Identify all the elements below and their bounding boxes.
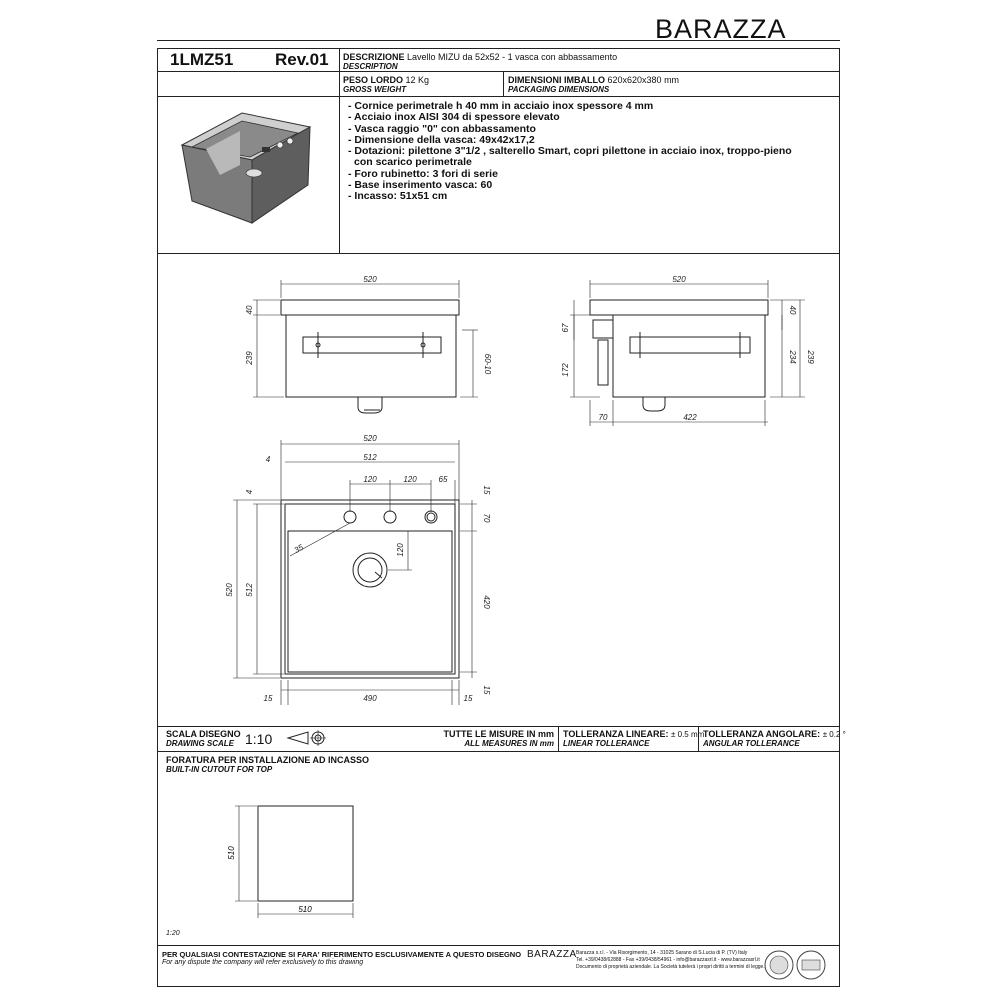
- dim-label: 512: [245, 583, 254, 597]
- product-image: [170, 105, 320, 230]
- side-view: [570, 280, 805, 426]
- cutout-width: 510: [298, 905, 312, 914]
- dim-label: 120: [363, 475, 377, 484]
- dim-label: 239: [806, 350, 815, 364]
- dim-label: 35: [292, 542, 305, 555]
- dim-label: 520: [363, 434, 377, 443]
- scale-label: SCALA DISEGNO: [166, 729, 241, 739]
- dim-label: 422: [683, 413, 697, 422]
- dim-label: 40: [245, 305, 254, 315]
- company-line: Tel. +39/0438/62888 - Fax +39/0438/54961 - info@barazzasrl.it - www.barazzasrl.it: [576, 957, 760, 963]
- dim-label: 490: [363, 694, 377, 703]
- packaging-label: DIMENSIONI IMBALLO: [508, 75, 605, 85]
- column-line: [503, 72, 504, 96]
- dim-label: 520: [672, 275, 686, 284]
- row-line: [157, 96, 840, 97]
- spec-item: - Vasca raggio "0" con abbassamento: [348, 122, 536, 135]
- dim-label: 512: [363, 453, 377, 462]
- linear-tolerance-value: ± 0.5 mm: [671, 730, 705, 739]
- angular-tolerance-label: TOLLERANZA ANGOLARE:: [703, 729, 821, 739]
- spec-item: - Cornice perimetrale h 40 mm in acciaio inox spessore 4 mm: [348, 100, 654, 112]
- dim-label: 70: [482, 513, 491, 523]
- dim-label: 40: [788, 305, 797, 315]
- linear-tolerance-label: TOLLERANZA LINEARE:: [563, 729, 669, 739]
- column-line: [558, 726, 559, 751]
- dim-label: 4: [265, 455, 271, 464]
- row-line: [157, 751, 840, 752]
- company-line: Barazza s.r.l. - Via Risorgimento, 14 - 31025 Sarano di S.Lucia di P. (TV) Italy: [576, 950, 748, 956]
- scale-label-en: DRAWING SCALE: [166, 739, 234, 748]
- header-divider: [157, 40, 840, 41]
- front-view: [253, 280, 478, 413]
- spec-item: - Acciaio inox AISI 304 di spessore elevato: [348, 111, 560, 124]
- cutout-drawing: [225, 795, 365, 920]
- notice: PER QUALSIASI CONTESTAZIONE SI FARA' RIFERIMENTO ESCLUSIVAMENTE A QUESTO DISEGNO: [162, 950, 522, 959]
- spec-item: - Foro rubinetto: 3 fori di serie: [348, 167, 498, 180]
- packaging-value: 620x620x380 mm: [607, 75, 680, 85]
- certification-badges: [762, 948, 834, 982]
- product-code: 1LMZ51: [170, 50, 234, 69]
- cutout-scale: 1:20: [166, 930, 180, 937]
- dim-label: 120: [396, 543, 405, 557]
- dim-label: 520: [225, 583, 234, 597]
- row-line: [157, 945, 840, 946]
- angular-tolerance-value: ± 0.2 °: [822, 730, 846, 739]
- dim-label: 120: [403, 475, 417, 484]
- spec-item: - Dimensione della vasca: 49x42x17,2: [348, 133, 535, 146]
- spec-item: - Incasso: 51x51 cm: [348, 190, 448, 203]
- measures-label: TUTTE LE MISURE IN mm: [443, 729, 554, 739]
- angular-tolerance-label-en: ANGULAR TOLLERANCE: [703, 739, 800, 748]
- description-value: Lavello MIZU da 52x52 - 1 vasca con abbassamento: [407, 52, 618, 62]
- gross-weight-label: PESO LORDO: [343, 75, 404, 85]
- notice-en: For any dispute the company will refer exclusively to this drawing: [162, 959, 364, 966]
- dim-label: 520: [363, 275, 377, 284]
- spec-item: - Base inserimento vasca: 60: [348, 179, 493, 192]
- gross-weight-label-en: GROSS WEIGHT: [343, 85, 407, 94]
- dim-label: 4: [245, 489, 254, 495]
- description-label: DESCRIZIONE: [343, 52, 405, 62]
- spec-list: [348, 101, 792, 203]
- dim-label: 67: [561, 323, 570, 333]
- dim-label: 420: [482, 595, 491, 609]
- projection-symbol-icon: [286, 728, 330, 748]
- packaging-label-en: PACKAGING DIMENSIONS: [508, 85, 610, 94]
- row-line: [157, 71, 840, 72]
- row-line: [157, 726, 840, 727]
- technical-drawing: [157, 254, 838, 724]
- scale-value: 1:10: [245, 731, 273, 747]
- cutout-label: FORATURA PER INSTALLAZIONE AD INCASSO: [166, 755, 369, 765]
- brand-logo: BARAZZA: [655, 14, 787, 44]
- cutout-label-en: BUILT-IN CUTOUT FOR TOP: [166, 765, 273, 774]
- dim-label: 15: [482, 485, 491, 495]
- dim-label: 15: [263, 694, 273, 703]
- column-line: [339, 48, 340, 253]
- dim-label: 60-10: [483, 353, 492, 375]
- company-line: Documento di proprietà aziendale. La Società tutelerà i propri diritti a termini di legge.: [576, 964, 765, 970]
- cutout-height: 510: [227, 846, 236, 860]
- linear-tolerance-label-en: LINEAR TOLLERANCE: [563, 739, 650, 748]
- dim-label: 15: [463, 694, 473, 703]
- measures-label-en: ALL MEASURES IN mm: [464, 739, 554, 748]
- dim-label: 234: [788, 350, 797, 364]
- description-label-en: DESCRIPTION: [343, 62, 398, 71]
- company-info: [576, 950, 765, 971]
- dim-label: 172: [561, 363, 570, 377]
- revision: Rev.01: [275, 50, 329, 69]
- spec-item: - Dotazioni: pilettone 3"1/2 , salterello Smart, copri pilettone in acciaio inox, troppo-pieno: [348, 145, 792, 158]
- dim-label: 239: [245, 351, 254, 365]
- gross-weight-value: 12 Kg: [405, 75, 430, 85]
- spec-item: con scarico perimetrale: [354, 156, 472, 169]
- footer-logo: BARAZZA: [527, 949, 577, 960]
- dim-label: 15: [482, 685, 491, 695]
- dim-label: 70: [598, 413, 608, 422]
- dim-label: 65: [438, 475, 448, 484]
